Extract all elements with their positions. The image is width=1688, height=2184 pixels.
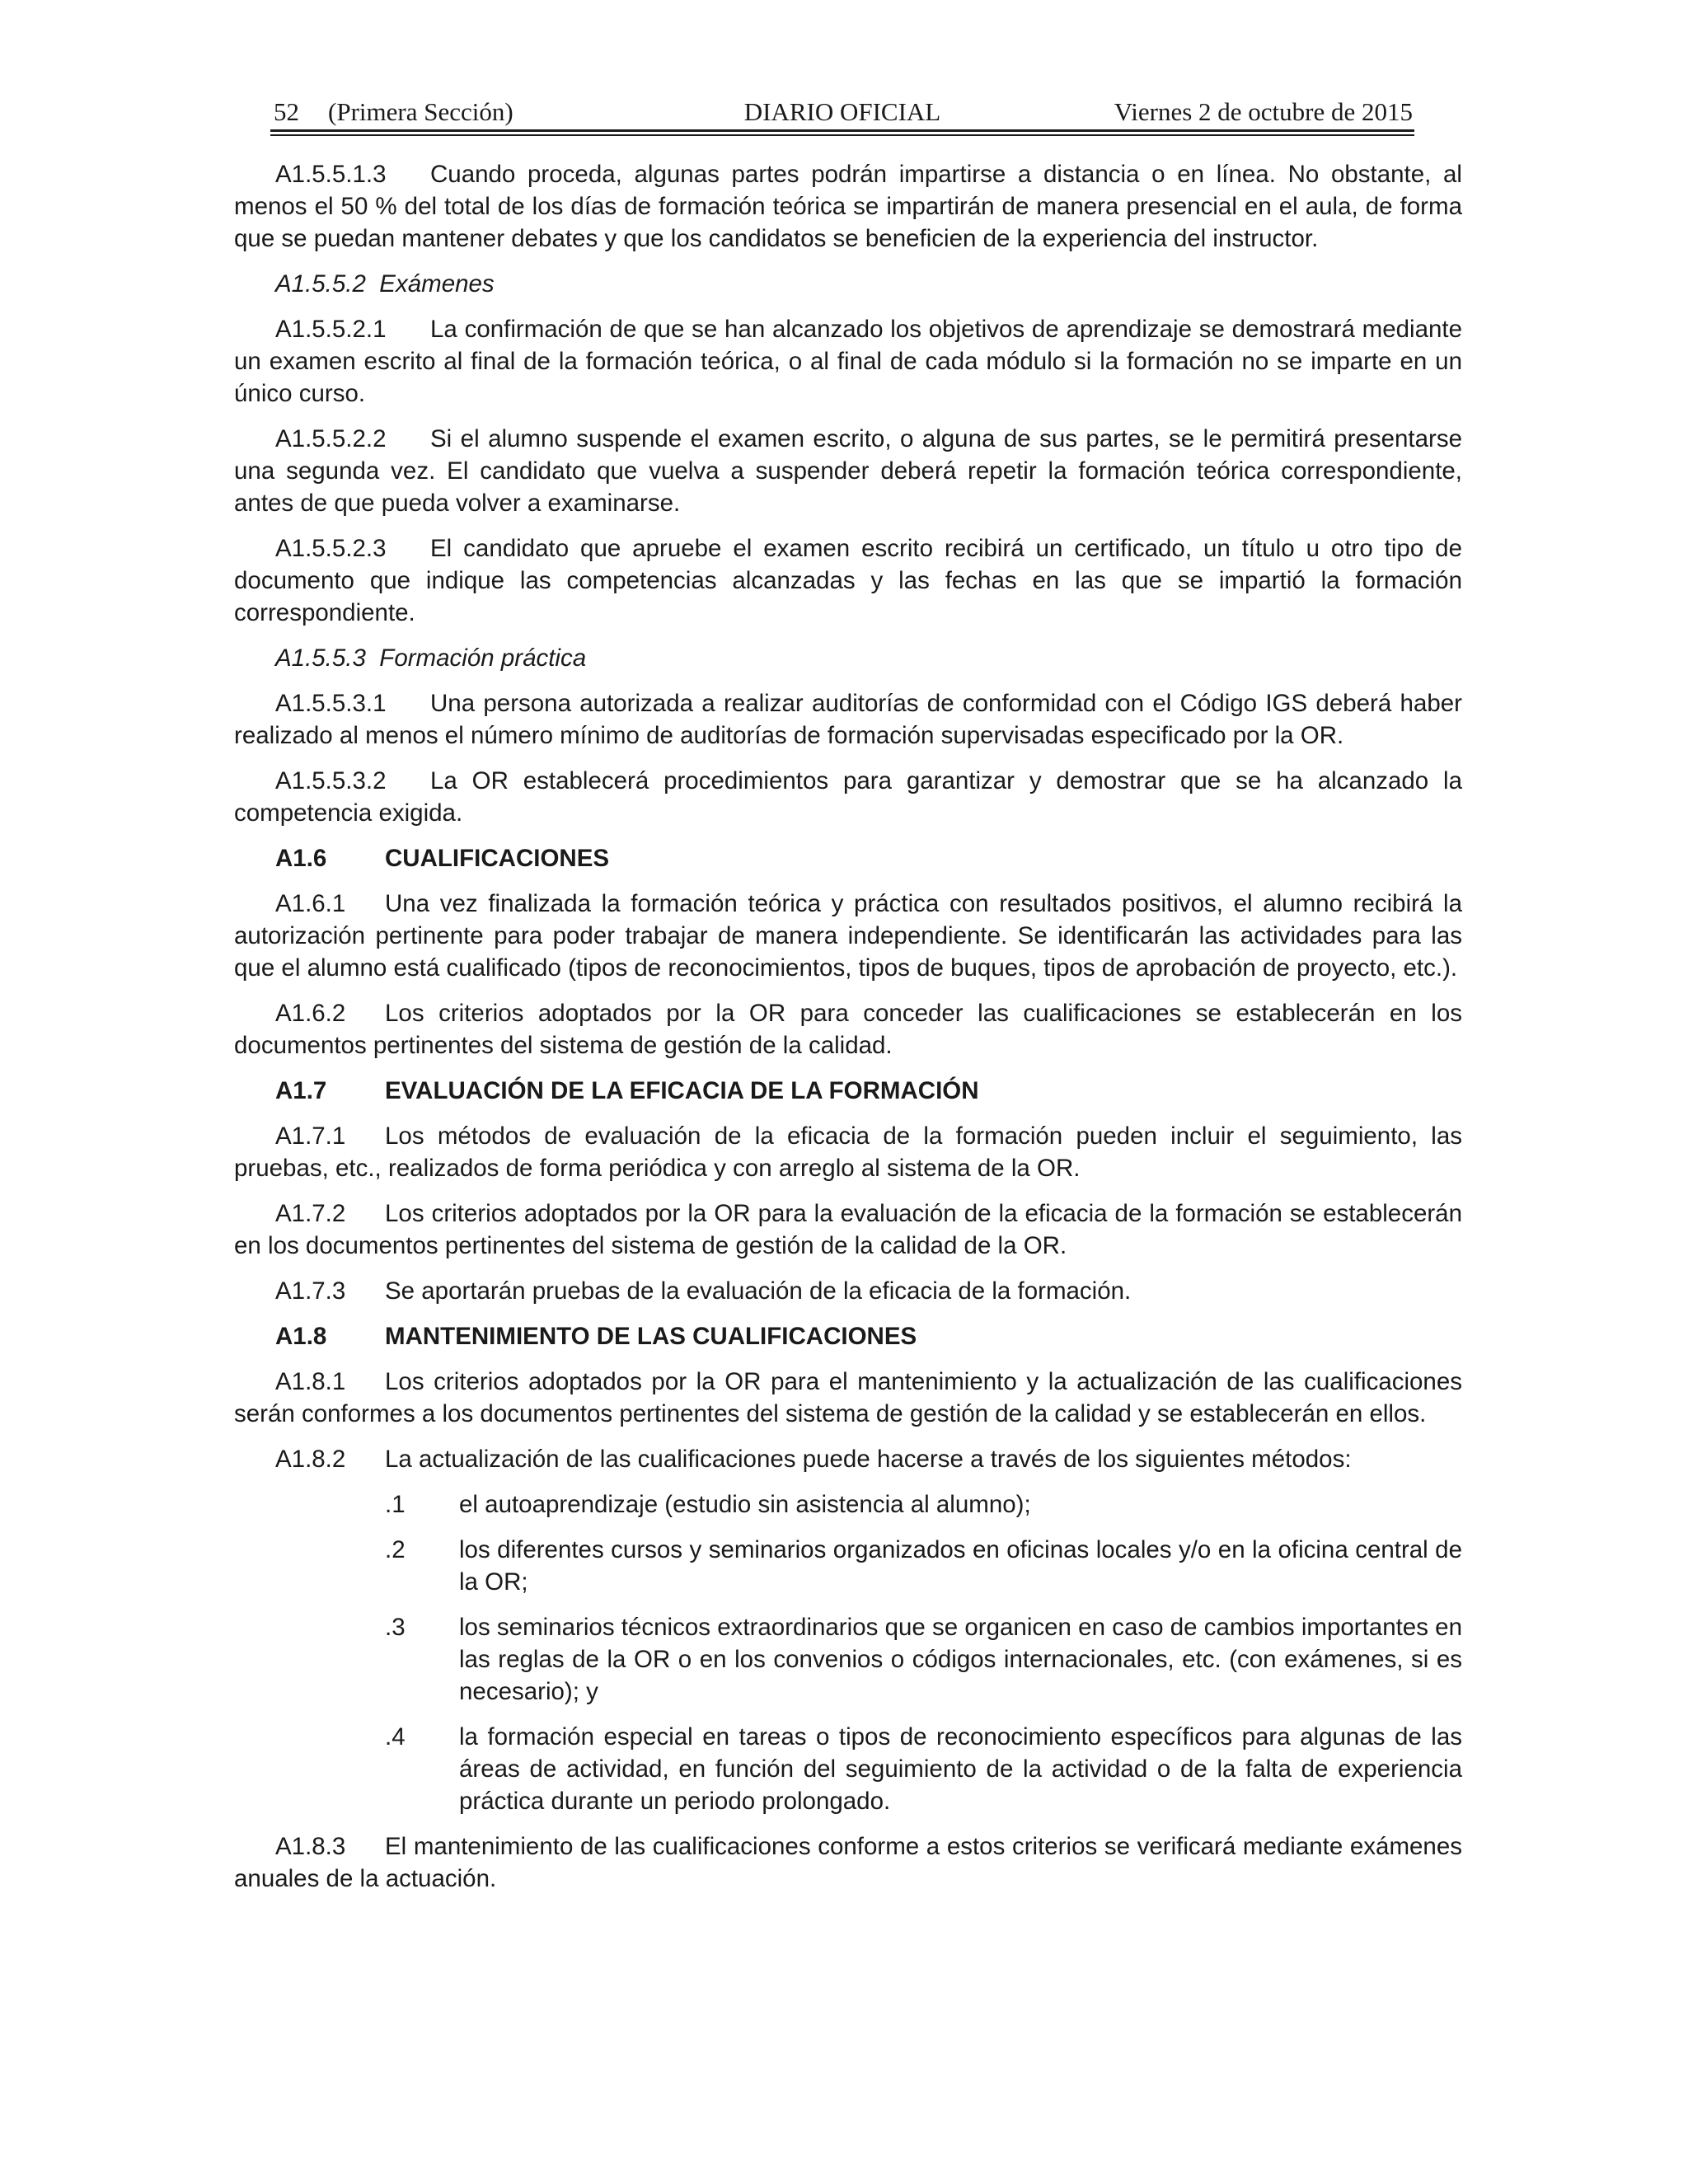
list-item-text: los diferentes cursos y seminarios organizados en oficinas locales y/o en la oficina central de la OR; xyxy=(459,1536,1462,1596)
paragraph-number: A1.8.1 xyxy=(275,1368,346,1395)
list-item xyxy=(234,1721,1462,1817)
paragraph-number: A1.5.5.2.2 xyxy=(275,425,387,452)
list-item xyxy=(234,1488,1462,1521)
paragraph-text: Los métodos de evaluación de la eficacia de la formación pueden incluir el seguimiento, las pruebas, etc., realizados de forma periódica y con arreglo al sistema de la OR. xyxy=(234,1122,1462,1182)
list-item-text: el autoaprendizaje (estudio sin asistencia al alumno); xyxy=(459,1491,1031,1518)
section-number: A1.6 xyxy=(275,845,327,872)
paragraph-text: El candidato que apruebe el examen escrito recibirá un certificado, un título u otro tipo de documento que indique las competencias alcanzadas y las fechas en las que se impartió la formación correspondiente. xyxy=(234,535,1462,626)
paragraph-text: Los criterios adoptados por la OR para el mantenimiento y la actualización de las cualificaciones serán conformes a los documentos pertinentes del sistema de gestión de la calidad y se establecerán en ellos. xyxy=(234,1368,1462,1427)
paragraph-number: A1.7.2 xyxy=(275,1200,346,1227)
section-heading-a1-8 xyxy=(275,1320,1462,1352)
paragraph-number: A1.8.3 xyxy=(275,1833,346,1860)
paragraph-number: A1.5.5.1.3 xyxy=(275,161,387,188)
subheading-title: Formación práctica xyxy=(379,644,587,672)
paragraph-number: A1.6.2 xyxy=(275,1000,346,1027)
paragraph-number: A1.5.5.3.2 xyxy=(275,767,387,794)
paragraph-number: A1.6.1 xyxy=(275,890,346,917)
section-number: A1.7 xyxy=(275,1077,327,1104)
paragraph-number: A1.5.5.2.1 xyxy=(275,316,387,343)
publication-title: DIARIO OFICIAL xyxy=(743,97,941,126)
list-item-number: .1 xyxy=(385,1491,406,1518)
paragraph-a1-8-2 xyxy=(234,1443,1462,1475)
paragraph-a1-6-2 xyxy=(234,997,1462,1062)
paragraph-a1-7-2 xyxy=(234,1197,1462,1262)
list-item-text: la formación especial en tareas o tipos de reconocimiento específicos para algunas de las áreas de actividad, en función del seguimiento de la actividad o de la falta de experiencia práctica durante un periodo prolongado. xyxy=(459,1723,1462,1815)
paragraph-text: La OR establecerá procedimientos para garantizar y demostrar que se ha alcanzado la competencia exigida. xyxy=(234,767,1462,827)
list-item xyxy=(234,1534,1462,1598)
paragraph-a1-5-5-2-2 xyxy=(234,423,1462,519)
running-header xyxy=(270,92,1414,134)
section-title: MANTENIMIENTO DE LAS CUALIFICACIONES xyxy=(385,1323,917,1350)
list-item-number: .4 xyxy=(385,1723,406,1750)
paragraph-a1-5-5-2-3 xyxy=(234,532,1462,629)
document-body xyxy=(234,158,1462,1908)
section-heading-a1-7 xyxy=(275,1075,1462,1107)
paragraph-number: A1.7.3 xyxy=(275,1277,346,1305)
paragraph-text: La actualización de las cualificaciones puede hacerse a través de los siguientes métodos: xyxy=(385,1446,1352,1473)
header-rule-thick xyxy=(270,129,1414,132)
paragraph-a1-7-1 xyxy=(234,1120,1462,1184)
paragraph-text: La confirmación de que se han alcanzado los objetivos de aprendizaje se demostrará mediante un examen escrito al final de la formación teórica, o al final de cada módulo si la formación no se imparte en un único curso. xyxy=(234,316,1462,407)
publication-date: Viernes 2 de octubre de 2015 xyxy=(1114,97,1413,126)
list-item-text: los seminarios técnicos extraordinarios que se organicen en caso de cambios importantes en las reglas de la OR o en los convenios o códigos internacionales, etc. (con exámenes, si es necesario); y xyxy=(459,1614,1462,1705)
section-title: EVALUACIÓN DE LA EFICACIA DE LA FORMACIÓN xyxy=(385,1077,979,1104)
paragraph-text: Se aportarán pruebas de la evaluación de la eficacia de la formación. xyxy=(385,1277,1132,1305)
paragraph-a1-5-5-3-1 xyxy=(234,687,1462,752)
section-label: (Primera Sección) xyxy=(328,97,513,126)
paragraph-a1-6-1 xyxy=(234,888,1462,984)
paragraph-text: Si el alumno suspende el examen escrito, o alguna de sus partes, se le permitirá presentarse una segunda vez. El candidato que vuelva a suspender deberá repetir la formación teórica correspondiente, antes de que pueda volver a examinarse. xyxy=(234,425,1462,517)
subheading-number: A1.5.5.3 xyxy=(275,644,366,672)
paragraph-text: Una vez finalizada la formación teórica y práctica con resultados positivos, el alumno recibirá la autorización pertinente para poder trabajar de manera independiente. Se identificarán las actividades para las que el alumno está cualificado (tipos de reconocimientos, tipos de buques, tipos de aprobación de proyecto, etc.). xyxy=(234,890,1462,982)
section-heading-a1-6 xyxy=(275,842,1462,874)
paragraph-text: Cuando proceda, algunas partes podrán impartirse a distancia o en línea. No obstante, al menos el 50 % del total de los días de formación teórica se impartirán de manera presencial en el aula, de forma que se puedan mantener debates y que los candidatos se beneficien de la experiencia del instructor. xyxy=(234,161,1462,252)
paragraph-a1-7-3 xyxy=(234,1275,1462,1307)
section-title: CUALIFICACIONES xyxy=(385,845,610,872)
paragraph-a1-8-1 xyxy=(234,1366,1462,1430)
section-number: A1.8 xyxy=(275,1323,327,1350)
paragraph-text: Los criterios adoptados por la OR para la evaluación de la eficacia de la formación se establecerán en los documentos pertinentes del sistema de gestión de la calidad de la OR. xyxy=(234,1200,1462,1259)
paragraph-a1-5-5-2-1 xyxy=(234,313,1462,410)
paragraph-text: Una persona autorizada a realizar auditorías de conformidad con el Código IGS deberá haber realizado al menos el número mínimo de auditorías de formación supervisadas especificado por la OR. xyxy=(234,690,1462,749)
page-number: 52 xyxy=(274,97,299,126)
subheading-a1-5-5-2 xyxy=(275,268,1462,300)
paragraph-text: Los criterios adoptados por la OR para conceder las cualificaciones se establecerán en los documentos pertinentes del sistema de gestión de la calidad. xyxy=(234,1000,1462,1059)
subheading-number: A1.5.5.2 xyxy=(275,270,366,298)
list-item-number: .3 xyxy=(385,1614,406,1641)
paragraph-a1-5-5-1-3 xyxy=(234,158,1462,255)
paragraph-text: El mantenimiento de las cualificaciones conforme a estos criterios se verificará mediante exámenes anuales de la actuación. xyxy=(234,1833,1462,1892)
paragraph-a1-5-5-3-2 xyxy=(234,765,1462,829)
list-item xyxy=(234,1611,1462,1708)
paragraph-a1-8-3 xyxy=(234,1830,1462,1895)
paragraph-number: A1.8.2 xyxy=(275,1446,346,1473)
paragraph-number: A1.5.5.2.3 xyxy=(275,535,387,562)
paragraph-number: A1.5.5.3.1 xyxy=(275,690,387,717)
subheading-title: Exámenes xyxy=(379,270,495,298)
subheading-a1-5-5-3 xyxy=(275,642,1462,674)
header-rule-thin xyxy=(270,134,1414,136)
list-item-number: .2 xyxy=(385,1536,406,1563)
paragraph-number: A1.7.1 xyxy=(275,1122,346,1150)
